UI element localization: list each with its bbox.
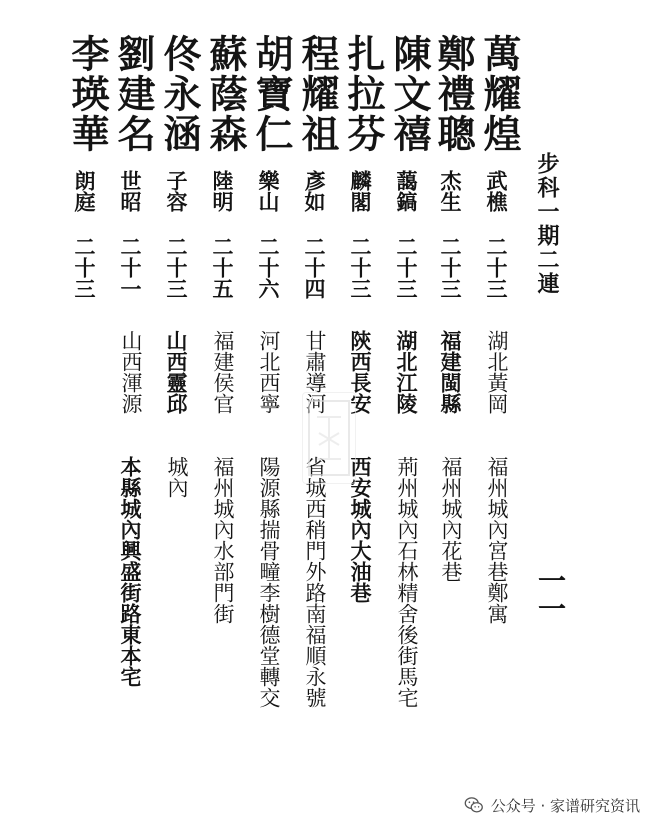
entry-courtesy: 樂山 (256, 170, 281, 212)
entry-age: 二十六 (256, 236, 281, 299)
footer-text: 公众号 · 家谱研究资讯 (490, 796, 640, 815)
seal-graphic (303, 393, 355, 483)
wechat-icon (463, 794, 485, 816)
entry-courtesy: 陸明 (210, 170, 235, 212)
entry-age: 二十三 (394, 236, 419, 299)
entry-age: 二十五 (210, 236, 235, 299)
entry-native: 湖北江陵 (394, 330, 419, 414)
entry-name: 李瑛華 (65, 34, 110, 154)
entry-address: 陽源縣揣骨疃李樹德堂轉交 (257, 456, 281, 708)
entry-courtesy: 世昭 (118, 170, 143, 212)
entry-native: 山西靈邱 (164, 330, 189, 414)
entry-address: 福州城內水部門街 (211, 456, 235, 624)
entry-courtesy: 朗庭 (72, 170, 97, 212)
entry-address: 本縣城內興盛街路東本宅 (118, 456, 143, 687)
entry-name: 程耀祖 (295, 34, 340, 154)
entry-name: 佟永涵 (157, 34, 202, 154)
entry-courtesy: 彥如 (302, 170, 327, 212)
entry-address: 福州城內花巷 (439, 456, 463, 582)
entry-address: 省城西稍門外路南福順永號 (303, 456, 327, 708)
entry-courtesy: 子容 (164, 170, 189, 212)
entry-native: 福建閩縣 (438, 330, 463, 414)
entry-name: 萬耀煌 (477, 34, 522, 154)
entry-age: 二十一 (118, 236, 143, 299)
entry-name: 陳文禧 (387, 34, 432, 154)
entry-age: 二十三 (438, 236, 463, 299)
entry-name: 劉建名 (111, 34, 156, 154)
entry-native: 河北西寧 (257, 330, 281, 414)
entry-address: 西安城內大油巷 (348, 456, 373, 603)
entry-courtesy: 武樵 (484, 170, 509, 212)
entry-courtesy: 杰生 (438, 170, 463, 212)
entry-age: 二十三 (484, 236, 509, 299)
entry-name: 胡寶仁 (249, 34, 294, 154)
entry-age: 二十三 (72, 236, 97, 299)
page-number: 一一 (534, 566, 567, 622)
entry-age: 二十三 (348, 236, 373, 299)
entry-address: 福州城內宮巷鄭寓 (485, 456, 509, 624)
entry-age: 二十四 (302, 236, 327, 299)
entry-name: 扎拉芬 (341, 34, 386, 154)
watermark-seal (302, 392, 356, 484)
entry-address: 荊州城內石林精舍後街馬宅 (395, 456, 419, 708)
entry-native: 湖北黃岡 (485, 330, 509, 414)
entry-native: 陝西長安 (348, 330, 373, 414)
class-title: 步科一期二連 (534, 152, 560, 296)
entry-address: 城內 (165, 456, 189, 498)
entry-courtesy: 麟閣 (348, 170, 373, 212)
entry-name: 蘇蔭森 (203, 34, 248, 154)
entry-native: 甘肅導河 (303, 330, 327, 414)
footer-credit (463, 794, 640, 816)
entry-courtesy: 藹鎬 (394, 170, 419, 212)
entry-native: 山西渾源 (119, 330, 143, 414)
entry-name: 鄭禮聰 (431, 34, 476, 154)
entry-native: 福建侯官 (211, 330, 235, 414)
entry-age: 二十三 (164, 236, 189, 299)
